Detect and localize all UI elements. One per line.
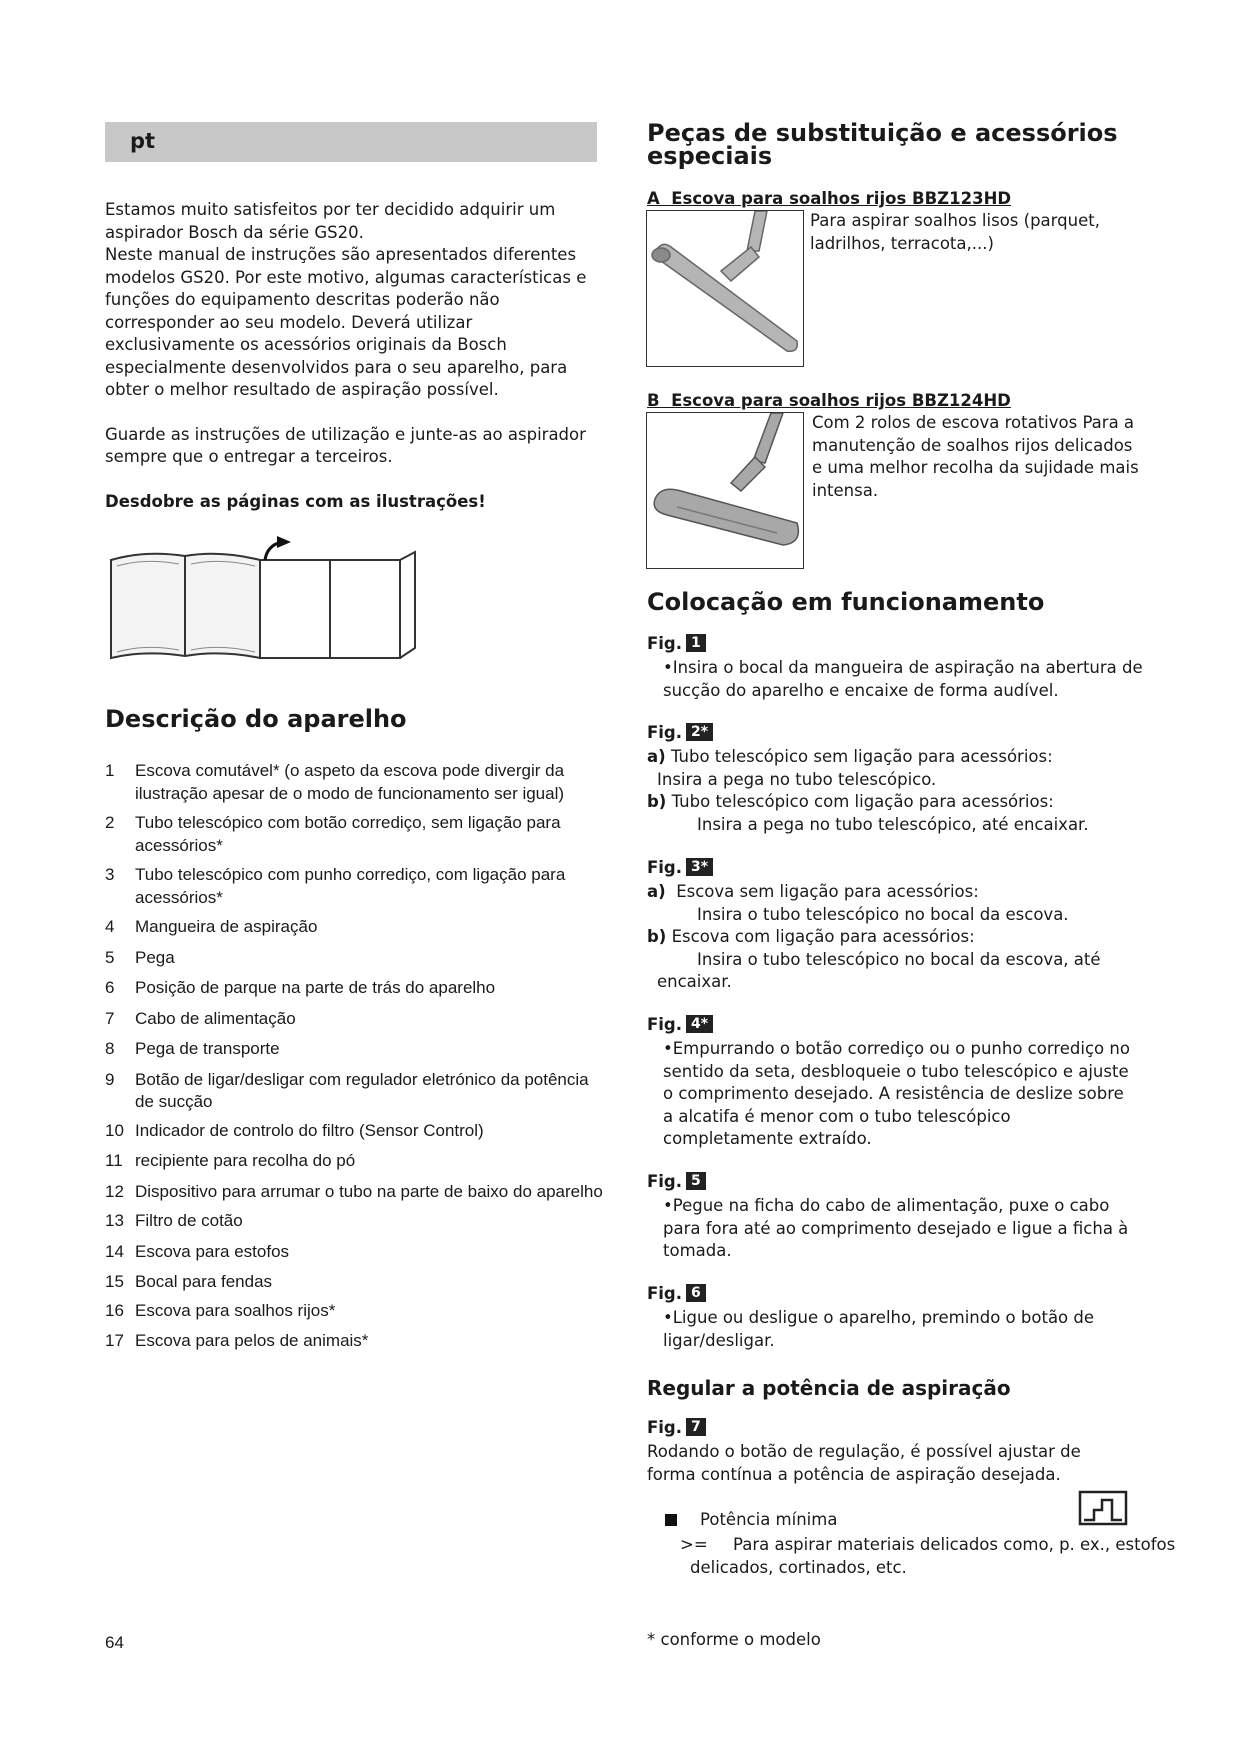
fig7-number: 7: [686, 1418, 706, 1436]
list-item: 2 Tubo telescópico com botão corrediço, sem ligação para acessórios*: [105, 813, 561, 855]
unfold-pages-illustration: [105, 532, 420, 667]
list-item: 17 Escova para pelos de animais*: [105, 1331, 369, 1350]
list-item: 5 Pega: [105, 947, 175, 967]
parts-list: [105, 760, 605, 1353]
fig7-label: Fig. 7: [647, 1418, 706, 1437]
fig3-label: Fig. 3*: [647, 858, 713, 877]
accessory-b-desc: Com 2 rolos de escova rotativos Para a manutenção de soalhos rijos delicados e uma melhor recolha da sujidade mais intensa.: [812, 413, 1139, 500]
list-item: 15 Bocal para fendas: [105, 1272, 273, 1291]
operation-title: Colocação em funcionamento: [647, 588, 1045, 616]
fig3-text: a) Escova sem ligação para acessórios: Insira o tubo telescópico no bocal da escova. b) Escova com ligação para acessórios: Insira o tubo telescópico no bocal da escova, até encaixar.: [647, 882, 1101, 991]
intro-para1: Estamos muito satisfeitos por ter decidido adquirir um aspirador Bosch da série GS20.: [105, 200, 556, 242]
accessory-b-heading: B Escova para soalhos rijos BBZ124HD: [647, 391, 1011, 410]
list-item: 12 Dispositivo para arrumar o tubo na parte de baixo do aparelho: [105, 1181, 603, 1201]
intro-para2: Neste manual de instruções são apresentados diferentes modelos GS20. Por este motivo, algumas características e funções do equipamento descritas poderão não corresponder ao seu modelo. Deverá utilizar exclusivamente os acessórios originais da Bosch especialmente desenvolvidos para o seu aparelho, para obter o melhor resultado de aspiração possível.: [105, 245, 587, 399]
fig4-number: 4*: [686, 1015, 713, 1033]
language-tab: [105, 122, 597, 162]
accessory-a-desc: Para aspirar soalhos lisos (parquet, ladrilhos, terracota,...): [810, 211, 1100, 253]
min-power-desc: Para aspirar materiais delicados como, p. ex., estofos delicados, cortinados, etc.: [690, 1535, 1176, 1577]
fig6-label: Fig. 6: [647, 1284, 706, 1303]
accessory-b-image: [646, 412, 804, 569]
list-item: 6 Posição de parque na parte de trás do aparelho: [105, 978, 496, 997]
fig4-text: •Empurrando o botão corrediço ou o punho corrediço no sentido da seta, desbloqueie o tubo telescópico e ajuste o comprimento desejado. A resistência de deslize sobre a alcatifa é menor com o tubo telescópico completamente extraído.: [663, 1039, 1130, 1148]
fig1-label: Fig. 1: [647, 634, 706, 653]
list-item: 14 Escova para estofos: [105, 1241, 290, 1261]
list-item: 4 Mangueira de aspiração: [105, 917, 318, 936]
list-item: 1 Escova comutável* (o aspeto da escova pode divergir da ilustração apesar de o modo de funcionamento ser igual): [105, 761, 565, 803]
fig4-label: Fig. 4*: [647, 1015, 713, 1034]
fig3-number: 3*: [686, 858, 713, 876]
fig5-number: 5: [686, 1172, 706, 1190]
fig2-label: Fig. 2*: [647, 723, 713, 742]
unfold-note: Desdobre as páginas com as ilustrações!: [105, 491, 486, 511]
list-item: 8 Pega de transporte: [105, 1039, 280, 1058]
fig2-text: a) Tubo telescópico sem ligação para acessórios: Insira a pega no tubo telescópico. b) Tubo telescópico com ligação para acessórios: Insira a pega no tubo telescópico, até encaixar.: [647, 747, 1089, 834]
accessory-a-heading: A Escova para soalhos rijos BBZ123HD: [647, 189, 1012, 208]
list-item: 16 Escova para soalhos rijos*: [105, 1300, 336, 1320]
fig6-text: •Ligue ou desligue o aparelho, premindo o botão de ligar/desligar.: [663, 1308, 1095, 1350]
rotating-brush-icon: [647, 413, 803, 568]
fig1-text: •Insira o bocal da mangueira de aspiração na abertura de sucção do aparelho e encaixe de forma audível.: [663, 658, 1143, 700]
fig5-text: •Pegue na ficha do cabo de alimentação, puxe o cabo para fora até ao comprimento desejado e ligue a ficha à tomada.: [663, 1196, 1129, 1260]
suction-title: Regular a potência de aspiração: [647, 1376, 1011, 1400]
page-number: 64: [105, 1633, 124, 1652]
intro: [105, 199, 600, 513]
footnote: * conforme o modelo: [647, 1630, 821, 1649]
list-item: 3 Tubo telescópico com punho corrediço, com ligação para acessórios*: [105, 865, 566, 907]
bullet-square-icon: [665, 1514, 677, 1526]
fig6-number: 6: [686, 1284, 706, 1302]
language-code: pt: [130, 129, 156, 153]
list-item: 10 Indicador de controlo do filtro (Sensor Control): [105, 1120, 484, 1140]
list-item: 9 Botão de ligar/desligar com regulador eletrónico da potência de sucção: [105, 1069, 589, 1111]
list-item: 7 Cabo de alimentação: [105, 1008, 296, 1028]
min-power-symbol-icon: [1078, 1490, 1128, 1526]
suction-text: Rodando o botão de regulação, é possível ajustar de forma contínua a potência de aspiração desejada.: [647, 1442, 1081, 1484]
fig5-label: Fig. 5: [647, 1172, 706, 1191]
fig1-number: 1: [686, 634, 706, 652]
intro-para3: Guarde as instruções de utilização e junte-as ao aspirador sempre que o entregar a terceiros.: [105, 424, 586, 466]
min-power-label: Potência mínima: [700, 1510, 838, 1529]
spare-parts-title: Peças de substituição e acessórios especiais: [647, 119, 1118, 170]
list-item: 11 recipiente para recolha do pó: [105, 1151, 356, 1170]
arrow-symbol: >=: [680, 1535, 708, 1554]
accessory-a-image: [646, 210, 804, 367]
description-title: Descrição do aparelho: [105, 705, 407, 733]
fig2-number: 2*: [686, 723, 713, 741]
list-item: 13 Filtro de cotão: [105, 1211, 243, 1230]
floor-brush-icon: [647, 211, 803, 366]
